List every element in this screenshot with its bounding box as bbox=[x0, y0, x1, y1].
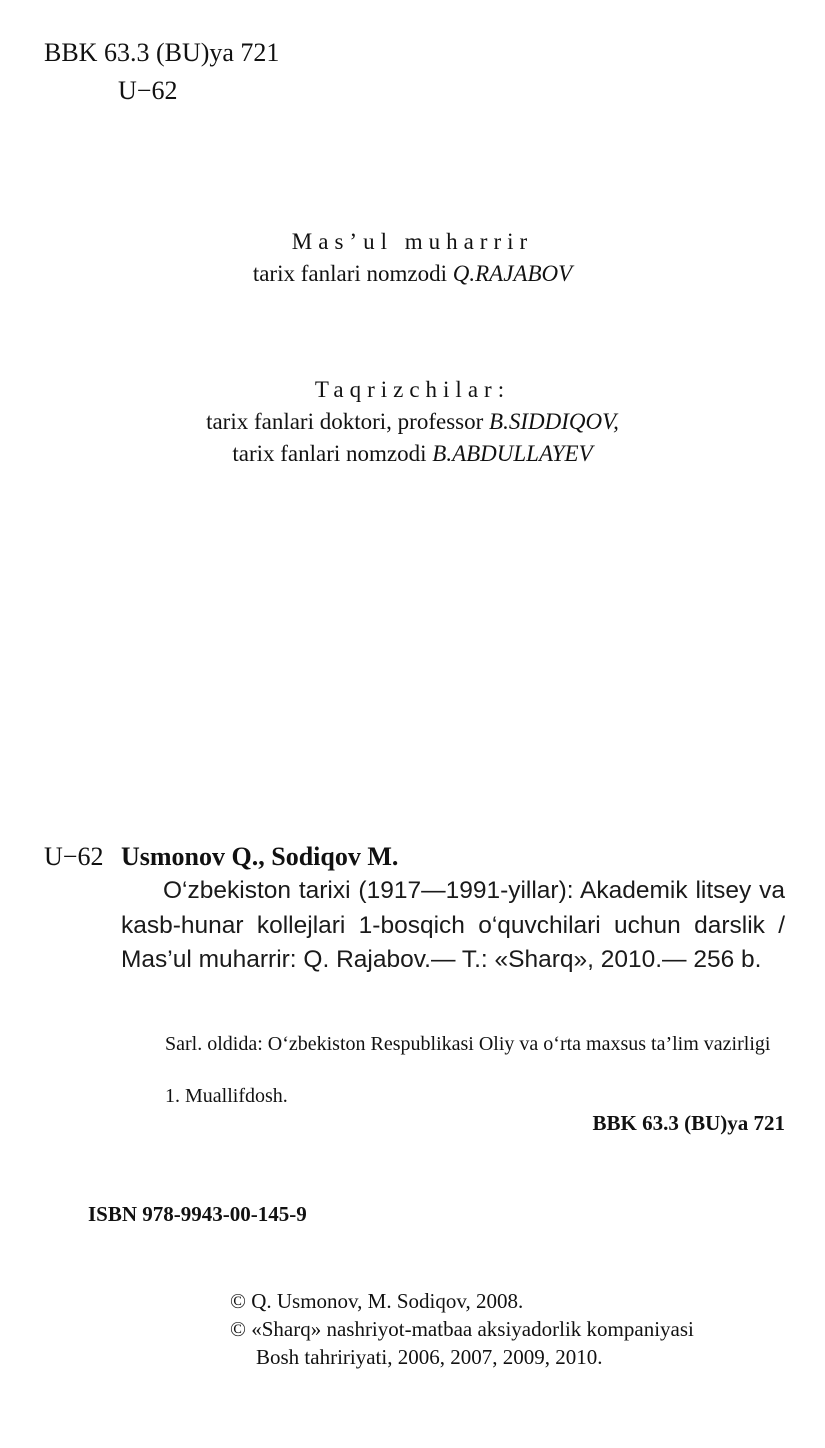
reviewer-2-title: tarix fanlari nomzodi bbox=[232, 441, 433, 466]
author-mark-top: U−62 bbox=[118, 76, 178, 105]
editor-block bbox=[0, 226, 825, 290]
editor-heading: Mas’ul muharrir bbox=[291, 229, 534, 254]
reviewer-line-2 bbox=[0, 438, 825, 470]
editor-name: Q.RAJABOV bbox=[452, 261, 573, 286]
reviewer-2-name: B.ABDULLAYEV bbox=[432, 441, 593, 466]
copyright-line-3: Bosh tahririyati, 2006, 2007, 2009, 2010. bbox=[256, 1345, 603, 1369]
copyright-line-1: © Q. Usmonov, M. Sodiqov, 2008. bbox=[230, 1289, 524, 1313]
catalogue-description: O‘zbekiston tarixi (1917—1991-yillar): Akademik litsey va kasb-hunar kollejlari 1-bosqich o‘quvchilari uchun darslik / Mas’ul muharrir: Q. Rajabov.— T.: «Sharq», 2010.— 256 b. bbox=[121, 877, 785, 973]
reviewer-line-1 bbox=[0, 406, 825, 438]
reviewers-heading: Taqrizchilar: bbox=[314, 377, 511, 402]
reviewers-block bbox=[0, 374, 825, 470]
catalogue-mark: U−62 bbox=[44, 842, 104, 871]
editor-line bbox=[0, 258, 825, 290]
catalogue-bbk: BBK 63.3 (BU)ya 721 bbox=[592, 1111, 785, 1135]
copyright-line-2: © «Sharq» nashriyot-matbaa aksiyadorlik kompaniyasi bbox=[230, 1317, 694, 1341]
reviewer-1-name: B.SIDDIQOV, bbox=[489, 409, 619, 434]
catalogue-note: Sarl. oldida: O‘zbekiston Respublikasi Oliy va o‘rta maxsus ta’lim vazirligi bbox=[165, 1033, 771, 1055]
editor-title: tarix fanlari nomzodi bbox=[252, 261, 453, 286]
bbk-code-top: BBK 63.3 (BU)ya 721 bbox=[44, 38, 280, 67]
isbn: ISBN 978-9943-00-145-9 bbox=[88, 1202, 307, 1226]
reviewer-1-title: tarix fanlari doktori, professor bbox=[206, 409, 490, 434]
catalogue-item: 1. Muallifdosh. bbox=[165, 1085, 288, 1107]
catalogue-authors: Usmonov Q., Sodiqov M. bbox=[121, 842, 399, 871]
